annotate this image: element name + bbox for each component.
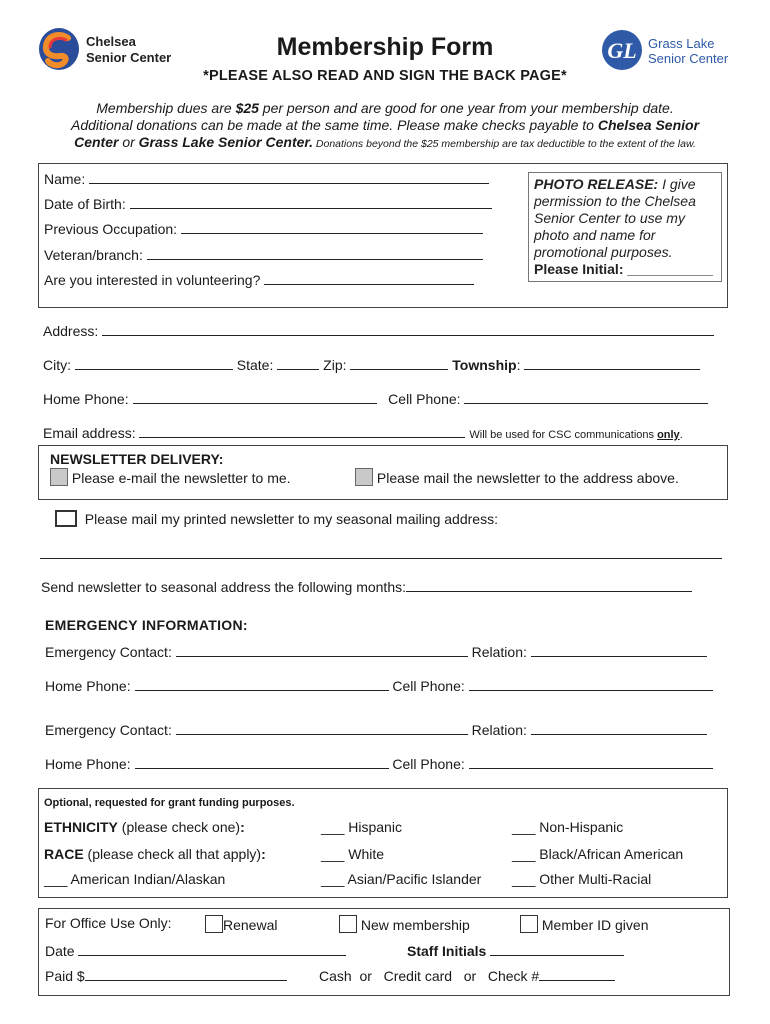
- other-multiracial-option[interactable]: ___ Other Multi-Racial: [512, 871, 652, 887]
- email-row: Email address: Will be used for CSC communications only.: [43, 425, 683, 441]
- grass-lake-logo-line1: Grass Lake: [648, 36, 715, 51]
- payment-method-row: Cash or Credit card or Check #: [319, 967, 615, 984]
- new-membership-checkbox[interactable]: [339, 915, 357, 933]
- page-title: Membership Form: [276, 33, 494, 61]
- renewal-checkbox[interactable]: [205, 915, 223, 933]
- grass-lake-logo-line2: Senior Center: [648, 51, 729, 66]
- member-id-checkbox[interactable]: [520, 915, 538, 933]
- intro-line-2: Additional donations can be made at the same time. Please make checks payable to Chelsea Senior: [70, 117, 700, 133]
- race-label: RACE (please check all that apply):: [44, 846, 266, 862]
- emergency-contact-2-row: Emergency Contact: Relation:: [45, 721, 707, 738]
- credit-card-option[interactable]: Credit card: [383, 968, 453, 984]
- chelsea-logo-line2: Senior Center: [86, 50, 172, 65]
- emergency-cell-phone-2-input[interactable]: [469, 755, 713, 769]
- photo-release-box: PHOTO RELEASE: I give permission to the Chelsea Senior Center to use my photo and name for promotional purposes. Please Initial: ___________: [528, 172, 722, 282]
- state-input[interactable]: [277, 356, 319, 370]
- cash-option[interactable]: Cash: [319, 968, 352, 984]
- staff-initials-field[interactable]: Staff Initials: [407, 942, 624, 959]
- newsletter-email-option[interactable]: Please e-mail the newsletter to me.: [50, 468, 291, 486]
- member-id-option[interactable]: Member ID given: [520, 915, 648, 933]
- relation-1-input[interactable]: [531, 643, 707, 657]
- newsletter-email-checkbox[interactable]: [50, 468, 68, 486]
- home-phone-input[interactable]: [133, 390, 377, 404]
- photo-release-initial[interactable]: Please Initial: ___________: [534, 261, 714, 277]
- emergency-cell-phone-1-input[interactable]: [469, 677, 713, 691]
- new-membership-option[interactable]: New membership: [339, 915, 470, 933]
- city-input[interactable]: [75, 356, 233, 370]
- emergency-contact-2-input[interactable]: [176, 721, 468, 735]
- address-field[interactable]: Address:: [43, 322, 714, 339]
- black-option[interactable]: ___ Black/African American: [512, 846, 684, 862]
- newsletter-seasonal-checkbox[interactable]: [55, 510, 77, 527]
- check-number-input[interactable]: [539, 967, 615, 981]
- newsletter-mail-option[interactable]: Please mail the newsletter to the address above.: [355, 468, 679, 486]
- check-option[interactable]: Check #: [487, 968, 540, 984]
- newsletter-seasonal-option[interactable]: Please mail my printed newsletter to my seasonal mailing address:: [55, 510, 498, 527]
- phone-row: Home Phone: Cell Phone:: [43, 390, 708, 407]
- previous-occupation-field[interactable]: Previous Occupation:: [44, 220, 483, 237]
- office-date-field[interactable]: Date: [45, 942, 346, 959]
- page-subtitle: *PLEASE ALSO READ AND SIGN THE BACK PAGE*: [203, 68, 567, 84]
- white-option[interactable]: ___ White: [321, 846, 385, 862]
- township-input[interactable]: [524, 356, 700, 370]
- emergency-home-phone-1-input[interactable]: [135, 677, 389, 691]
- newsletter-mail-checkbox[interactable]: [355, 468, 373, 486]
- date-of-birth-field[interactable]: Date of Birth:: [44, 195, 492, 212]
- american-indian-option[interactable]: ___ American Indian/Alaskan: [44, 871, 226, 887]
- office-use-label: For Office Use Only:: [45, 915, 172, 931]
- email-input[interactable]: [139, 424, 465, 438]
- photo-release-heading: PHOTO RELEASE:: [534, 176, 659, 192]
- non-hispanic-option[interactable]: ___ Non-Hispanic: [512, 819, 624, 835]
- emergency-home-phone-2-input[interactable]: [135, 755, 389, 769]
- newsletter-heading: NEWSLETTER DELIVERY:: [50, 451, 224, 467]
- seasonal-months-field[interactable]: Send newsletter to seasonal address the following months:: [41, 578, 692, 595]
- emergency-contact-1-input[interactable]: [176, 643, 468, 657]
- hispanic-option[interactable]: ___ Hispanic: [321, 819, 402, 835]
- intro-line-1: Membership dues are $25 per person and are good for one year from your membership date.: [96, 100, 674, 116]
- ethnicity-label: ETHNICITY (please check one):: [44, 819, 245, 835]
- emergency-contact-1-row: Emergency Contact: Relation:: [45, 643, 707, 660]
- intro-line-3: Center or Grass Lake Senior Center. Donations beyond the $25 membership are tax deductible to the extent of the law.: [74, 134, 696, 150]
- demographics-note: Optional, requested for grant funding purposes.: [44, 797, 295, 809]
- zip-input[interactable]: [350, 356, 448, 370]
- emergency-phone-1-row: Home Phone: Cell Phone:: [45, 677, 713, 694]
- cell-phone-input[interactable]: [464, 390, 708, 404]
- city-state-zip-row: City: State: Zip: Township:: [43, 356, 700, 373]
- veteran-branch-field[interactable]: Veteran/branch:: [44, 246, 483, 263]
- emergency-phone-2-row: Home Phone: Cell Phone:: [45, 755, 713, 772]
- renewal-option[interactable]: Renewal: [205, 915, 277, 933]
- paid-field[interactable]: Paid $: [45, 967, 287, 984]
- svg-text:GL: GL: [607, 38, 637, 63]
- asian-option[interactable]: ___ Asian/Pacific Islander: [321, 871, 482, 887]
- chelsea-logo-line1: Chelsea: [86, 34, 136, 49]
- seasonal-address-line[interactable]: [40, 558, 722, 559]
- volunteer-field[interactable]: Are you interested in volunteering?: [44, 271, 474, 288]
- emergency-heading: EMERGENCY INFORMATION:: [45, 617, 248, 633]
- name-field[interactable]: Name:: [44, 170, 489, 187]
- relation-2-input[interactable]: [531, 721, 707, 735]
